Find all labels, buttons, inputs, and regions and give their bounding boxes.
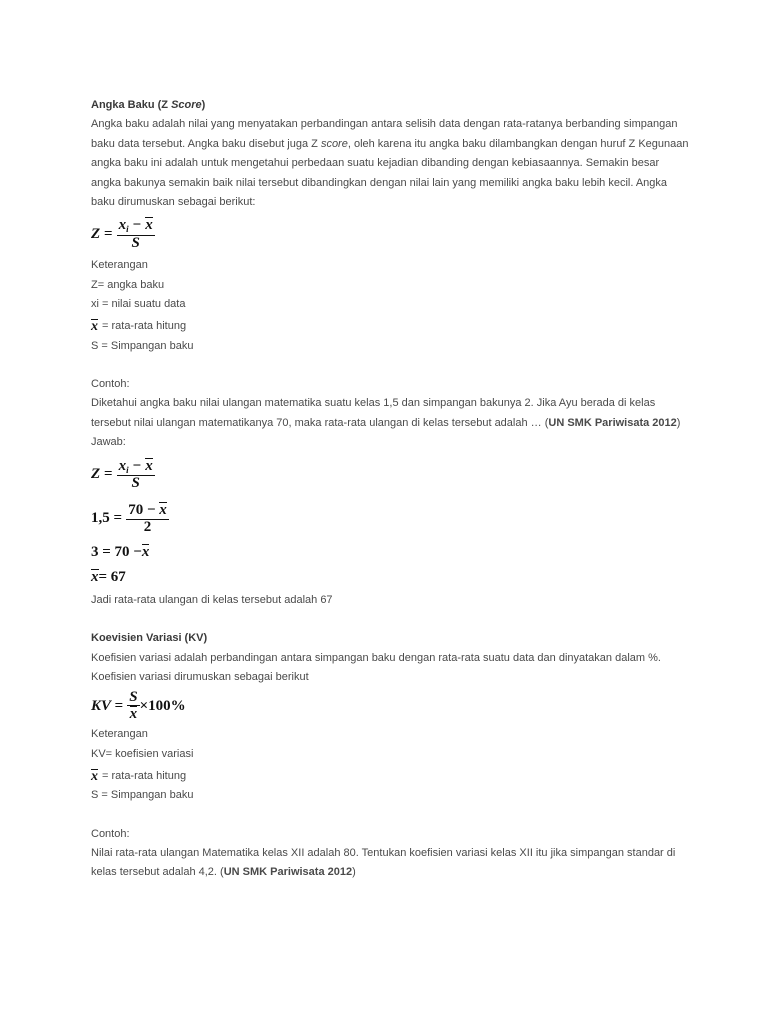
kv-definition-s: S = Simpangan baku xyxy=(91,789,194,802)
conclusion: Jadi rata-rata ulangan di kelas tersebut adalah 67 xyxy=(91,593,333,606)
solution-step-4: x = 67 xyxy=(91,569,126,586)
jawab-label: Jawab: xyxy=(91,436,126,449)
keterangan-label: Keterangan xyxy=(91,259,148,272)
kv-intro: Koefisien variasi adalah perbandingan antara simpangan baku dengan rata-rata suatu data dan dinyatakan dalam %. Koefisien variasi dirumuskan sebagai berikut xyxy=(91,651,661,683)
solution-step-1: Z = $\frac{x_i - x}{S}$ xyxy=(91,457,153,492)
section-title-angka-baku: Angka Baku (Z Score) xyxy=(91,99,206,111)
kv-formula: KV = $\frac{S}{x}$ ×100% xyxy=(91,688,186,723)
definition-xbar: x = rata-rata hitung xyxy=(91,319,187,335)
angka-baku-intro: Angka baku adalah nilai yang menyatakan perbandingan antara selisih data dengan rata-ratanya berbanding simpangan baku data tersebut. Angka baku disebut juga Z score, oleh karena itu angka baku dilambangkan dengan huruf Z Kegunaan angka baku ini adalah untuk mengetahui perbedaan suatu kejadian dibanding dengan kebiasaannya. Semakin besar angka bakunya semakin baik nilai tersebut dibandingkan dengan nilai lain yang memiliki angka baku lebih kecil. Angka baku dirumuskan sebagai berikut: xyxy=(91,118,689,209)
kv-contoh-problem: Nilai rata-rata ulangan Matematika kelas XII adalah 80. Tentukan koefisien variasi kelas XII itu jika simpangan standar di kelas tersebut adalah 4,2. (UN SMK Pariwisata 2012) xyxy=(91,846,676,879)
definition-xi: xi = nilai suatu data xyxy=(91,298,186,311)
contoh-label: Contoh: xyxy=(91,378,130,391)
contoh-problem: Diketahui angka baku nilai ulangan matematika suatu kelas 1,5 dan simpangan bakunya 2. Jika Ayu berada di kelas tersebut nilai ulangan matematikanya 70, maka rata-rata ulangan di kelas tersebut adalah … (UN SMK Pariwisata 2012) xyxy=(91,397,681,429)
section-title-kv: Koevisien Variasi (KV) xyxy=(91,632,208,645)
kv-definition-xbar: x = rata-rata hitung xyxy=(91,768,187,784)
definition-kv: KV= koefisien variasi xyxy=(91,747,194,760)
solution-step-3: 3 = 70 − x xyxy=(91,544,150,561)
content-column xyxy=(91,96,691,883)
definition-z: Z= angka baku xyxy=(91,278,165,291)
definition-s: S = Simpangan baku xyxy=(91,339,194,352)
solution-step-2: 1,5 = $\frac{70 - x}{2}$ xyxy=(91,501,167,535)
kv-keterangan-label: Keterangan xyxy=(91,728,148,741)
z-formula: Z = $\frac{x_i - x}{S}$ xyxy=(91,217,153,251)
kv-contoh-label: Contoh: xyxy=(91,827,130,840)
